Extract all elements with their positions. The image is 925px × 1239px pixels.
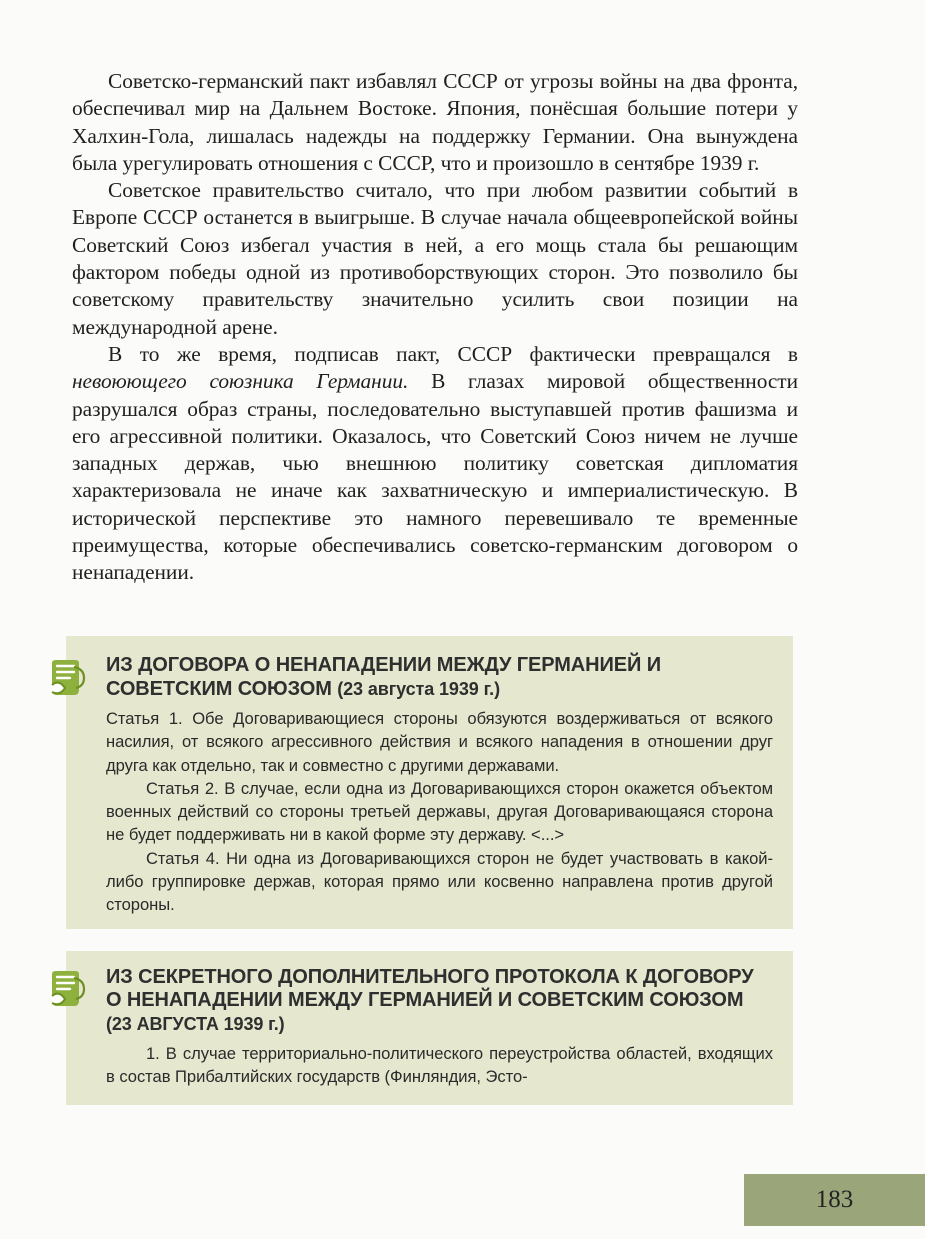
document-scroll-icon [48, 969, 88, 1009]
article-paragraph: Статья 1. Обе Договаривающиеся стороны обязуются воздерживаться от всякого насилия, от всякого агрессивного действия и всякого нападения в отношении друг друга как отдельно, так и совместно с другими державами. [106, 709, 773, 775]
paragraph: В то же время, подписав пакт, СССР фактически превращался в невоюющего союзника Германии. В глазах мировой общественности разрушался образ страны, последовательно выступавшей против фашизма и его агрессивной политики. Оказалось, что Советский Союз ничем не лучше западных держав, чью внешнюю политику советская дипломатия характеризовала не иначе как захватническую и империалистическую. В исторической перспективе это намного перевешивало те временные преимущества, которые обеспечивались советско-германским договором о ненападении. [72, 341, 799, 585]
source-documents-box [66, 636, 793, 1105]
page-number: 183 [744, 1174, 925, 1226]
document-title: ИЗ СЕКРЕТНОГО ДОПОЛНИТЕЛЬНОГО ПРОТОКОЛА К ДОГОВОРУ О НЕНАПАДЕНИИ МЕЖДУ ГЕРМАНИЕЙ И СОВЕТСКИМ СОЮЗОМ (23 АВГУСТА 1939 г.) [106, 965, 754, 1034]
treaty-excerpt [66, 636, 793, 929]
protocol-paragraph: 1. В случае территориально-политического переустройства областей, входящих в состав Прибалтийских государств (Финляндия, Эсто- [106, 1044, 773, 1087]
document-title: ИЗ ДОГОВОРА О НЕНАПАДЕНИИ МЕЖДУ ГЕРМАНИЕЙ И СОВЕТСКИМ СОЮЗОМ (23 августа 1939 г.) [106, 654, 661, 700]
article-paragraph: Статья 4. Ни одна из Договаривающихся сторон не будет участвовать в какой-либо группировке держав, которая прямо или косвенно направлена против другой стороны. [106, 848, 773, 915]
paragraph: Советско-германский пакт избавлял СССР от угрозы войны на два фронта, обеспечивал мир на Дальнем Востоке. Япония, понёсшая большие потери у Халхин-Гола, лишалась надежды на поддержку Германии. Она вынуждена была урегулировать отношения с СССР, что и произошло в сентябре 1939 г. [72, 69, 798, 175]
protocol-excerpt [66, 951, 793, 1105]
main-text [72, 68, 798, 587]
article-paragraph: Статья 2. В случае, если одна из Договаривающихся сторон окажется объектом военных действий со стороны третьей державы, другая Договаривающаяся сторона не будет поддерживать ни в какой форме эту державу. <...> [106, 778, 773, 845]
section-divider [62, 929, 797, 951]
paragraph: Советское правительство считало, что при любом развитии событий в Европе СССР останется в выигрыше. В случае начала общеевропейской войны Советский Союз избегал участия в ней, а его мощь стала бы решающим фактором победы одной из противоборствующих сторон. Это позволило бы советскому правительству значительно усилить свои позиции на международной арене. [72, 178, 798, 339]
emphasis: невоюющего союзника Германии. [72, 369, 409, 394]
document-scroll-icon [48, 658, 88, 698]
